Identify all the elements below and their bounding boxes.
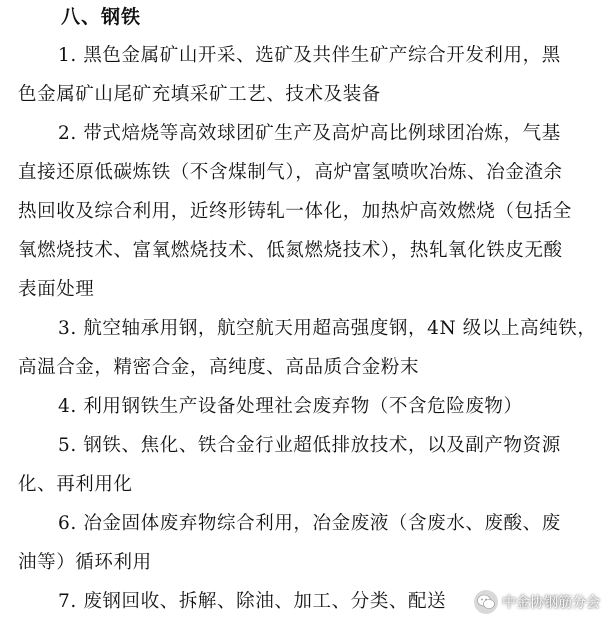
section-heading: 八、钢铁 <box>61 6 142 28</box>
item-1-line-2: 色金属矿山尾矿充填采矿工艺、技术及装备 <box>18 84 381 105</box>
item-1-line-1: 1. 黑色金属矿山开采、选矿及共伴生矿产综合开发利用，黑 <box>58 45 561 66</box>
watermark <box>474 587 600 617</box>
item-4-line-1: 4. 利用钢铁生产设备处理社会废弃物（不含危险废物） <box>58 396 523 417</box>
item-2-line-4: 氧燃烧技术、富氧燃烧技术、低氮燃烧技术），热轧氧化铁皮无酸 <box>18 240 563 261</box>
item-2-line-3: 热回收及综合利用，近终形铸轧一体化，加热炉高效燃烧（包括全 <box>18 201 572 222</box>
wechat-icon <box>474 590 498 614</box>
item-3-line-1: 3. 航空轴承用钢，航空航天用超高强度钢，4N 级以上高纯铁， <box>58 318 597 339</box>
item-6-line-1: 6. 冶金固体废弃物综合利用，冶金废液（含废水、废酸、废 <box>58 513 561 534</box>
item-2-line-5: 表面处理 <box>18 279 95 300</box>
item-2-line-2: 直接还原低碳炼铁（不含煤制气），高炉富氢喷吹冶炼、冶金渣余 <box>18 162 563 183</box>
item-3-line-2: 高温合金，精密合金，高纯度、高品质合金粉末 <box>18 357 420 378</box>
item-6-line-2: 油等）循环利用 <box>18 552 152 573</box>
watermark-text: 中金协钢筋分会 <box>502 595 600 611</box>
item-2-line-1: 2. 带式焙烧等高效球团矿生产及高炉高比例球团冶炼，气基 <box>58 123 561 144</box>
item-5-line-2: 化、再利用化 <box>18 474 133 495</box>
item-7-line-1: 7. 废钢回收、拆解、除油、加工、分类、配送 <box>58 591 447 612</box>
item-5-line-1: 5. 钢铁、焦化、铁合金行业超低排放技术，以及副产物资源 <box>58 435 561 456</box>
